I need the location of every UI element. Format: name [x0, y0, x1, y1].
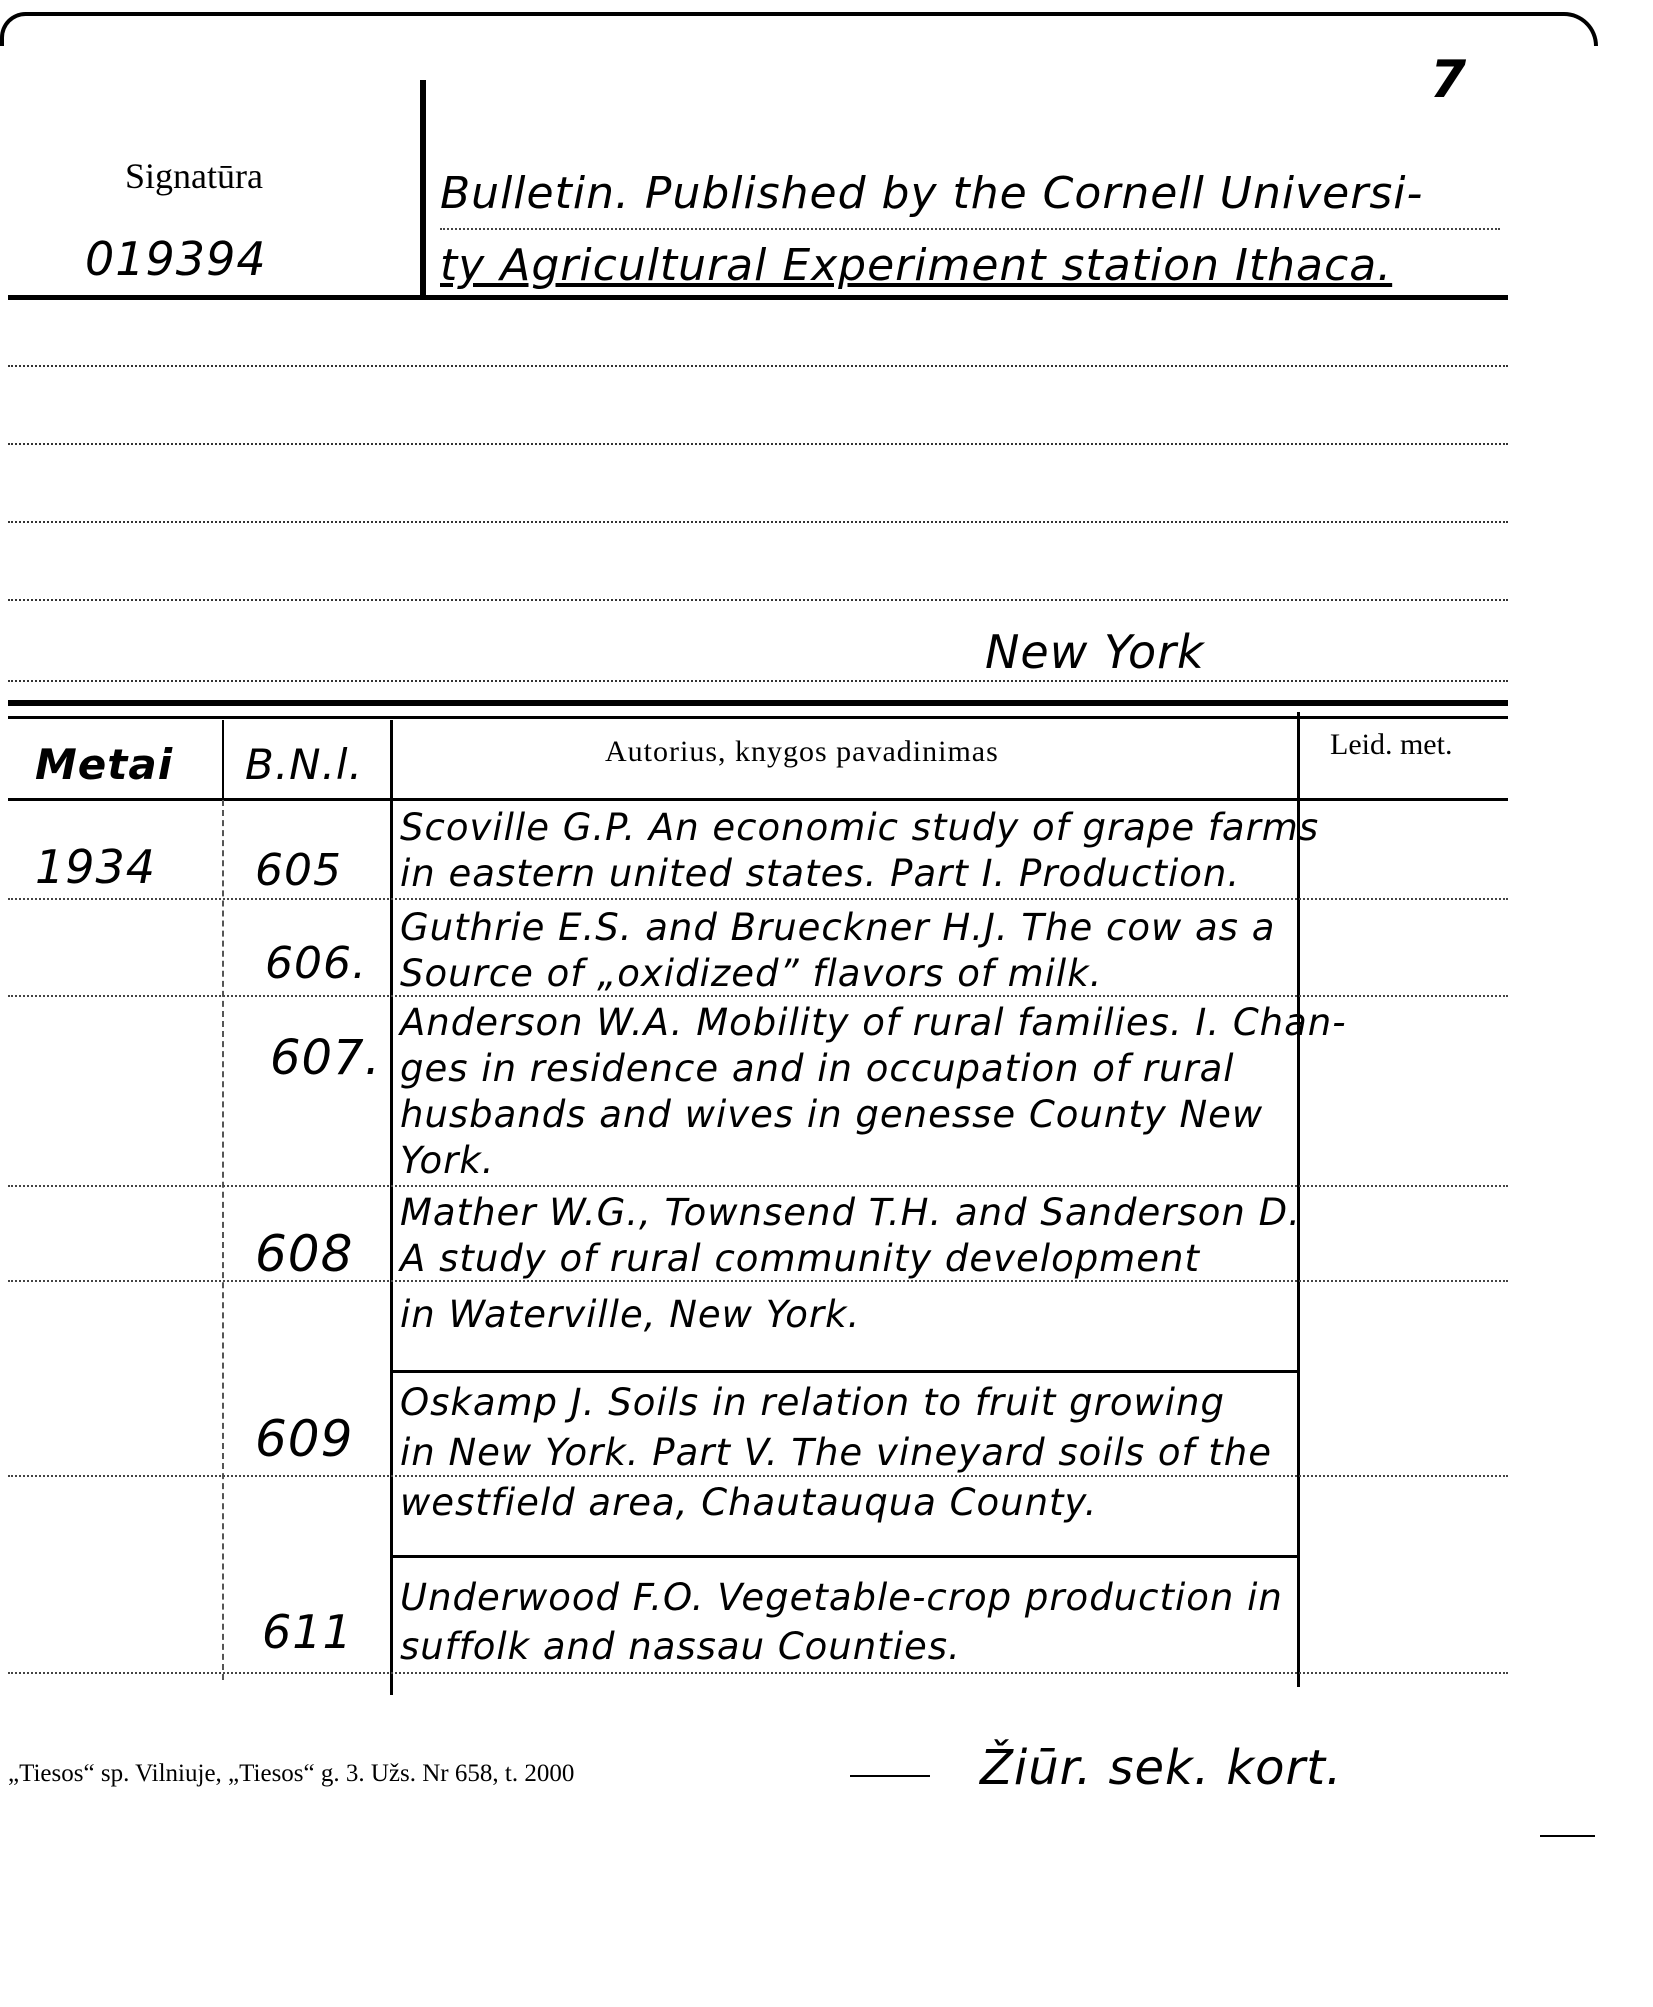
col-line-1-dashed	[222, 800, 224, 1680]
blank-line-4	[8, 599, 1508, 601]
blank-line-1	[8, 365, 1508, 367]
signature-label: Signatūra	[125, 156, 263, 196]
blank-line-5	[8, 680, 1508, 682]
header-year-published: Leid. met.	[1330, 728, 1453, 761]
header-year: Metai	[35, 740, 174, 789]
title-place: New York	[985, 625, 1205, 679]
row-3-line-2: ges in residence and in occupation of rural	[400, 1047, 1235, 1090]
header-rule	[8, 295, 1508, 300]
row-5-number: 609	[255, 1410, 354, 1468]
header-bottom-rule	[8, 798, 1508, 801]
footer-corner-mark	[1540, 1835, 1595, 1837]
blank-line-2	[8, 443, 1508, 445]
title-dots-1	[440, 228, 1500, 230]
row-3-line-4: York.	[400, 1139, 495, 1182]
card-top-edge	[0, 12, 1598, 46]
row-3-line-1: Anderson W.A. Mobility of rural families. I. Chan-	[400, 1001, 1347, 1044]
footer-note: Žiūr. sek. kort.	[980, 1740, 1343, 1796]
row-3-divider	[8, 1185, 1508, 1187]
footer-dash	[850, 1775, 930, 1777]
row-6-divider	[8, 1672, 1508, 1674]
row-5-line-3: westfield area, Chautauqua County.	[400, 1481, 1098, 1524]
row-6-line-2: suffolk and nassau Counties.	[400, 1625, 961, 1668]
row-5-line-1: Oskamp J. Soils in relation to fruit growing	[400, 1381, 1225, 1424]
title-line-2: ty Agricultural Experiment station Ithaca.	[440, 240, 1393, 291]
table-top-rule-2	[8, 716, 1508, 719]
header-number: B.N.l.	[245, 740, 363, 789]
header-divider	[420, 80, 426, 298]
row-1-line-2: in eastern united states. Part I. Production.	[400, 852, 1241, 895]
row-2-line-2: Source of „oxidized” flavors of milk.	[400, 952, 1103, 995]
row-5-divider	[8, 1475, 1508, 1477]
row-2-number: 606.	[265, 938, 367, 989]
row-4-divider	[8, 1280, 1508, 1282]
row-4-bottom-rule	[390, 1370, 1300, 1373]
row-2-divider	[8, 995, 1508, 997]
row-6-line-1: Underwood F.O. Vegetable-crop production in	[400, 1576, 1283, 1619]
row-6-number: 611	[262, 1605, 353, 1659]
page-number: 7	[1430, 50, 1468, 110]
row-2-line-1: Guthrie E.S. and Brueckner H.J. The cow as a	[400, 906, 1276, 949]
row-1-divider	[8, 898, 1508, 900]
row-4-line-2: A study of rural community development	[400, 1237, 1200, 1280]
row-5-line-2: in New York. Part V. The vineyard soils of the	[400, 1431, 1272, 1474]
row-4-number: 608	[255, 1225, 354, 1283]
row-4-line-3: in Waterville, New York.	[400, 1293, 861, 1336]
header-author-title: Autorius, knygos pavadinimas	[605, 735, 999, 768]
signature-value: 019394	[85, 232, 267, 286]
row-1-line-1: Scoville G.P. An economic study of grape farms	[400, 806, 1320, 849]
row-5-bottom-rule	[390, 1555, 1300, 1558]
title-line-1: Bulletin. Published by the Cornell Universi-	[440, 168, 1424, 219]
col-line-1	[222, 720, 224, 800]
row-3-line-3: husbands and wives in genesse County New	[400, 1093, 1264, 1136]
table-top-rule	[8, 700, 1508, 706]
row-4-line-1: Mather W.G., Townsend T.H. and Sanderson D.	[400, 1191, 1301, 1234]
col-line-2	[390, 720, 393, 1695]
blank-line-3	[8, 521, 1508, 523]
row-1-year: 1934	[35, 840, 157, 894]
footer-imprint: „Tiesos“ sp. Vilniuje, „Tiesos“ g. 3. Užs. Nr 658, t. 2000	[8, 1760, 575, 1787]
row-3-number: 607.	[270, 1030, 381, 1086]
row-1-number: 605	[255, 845, 342, 896]
